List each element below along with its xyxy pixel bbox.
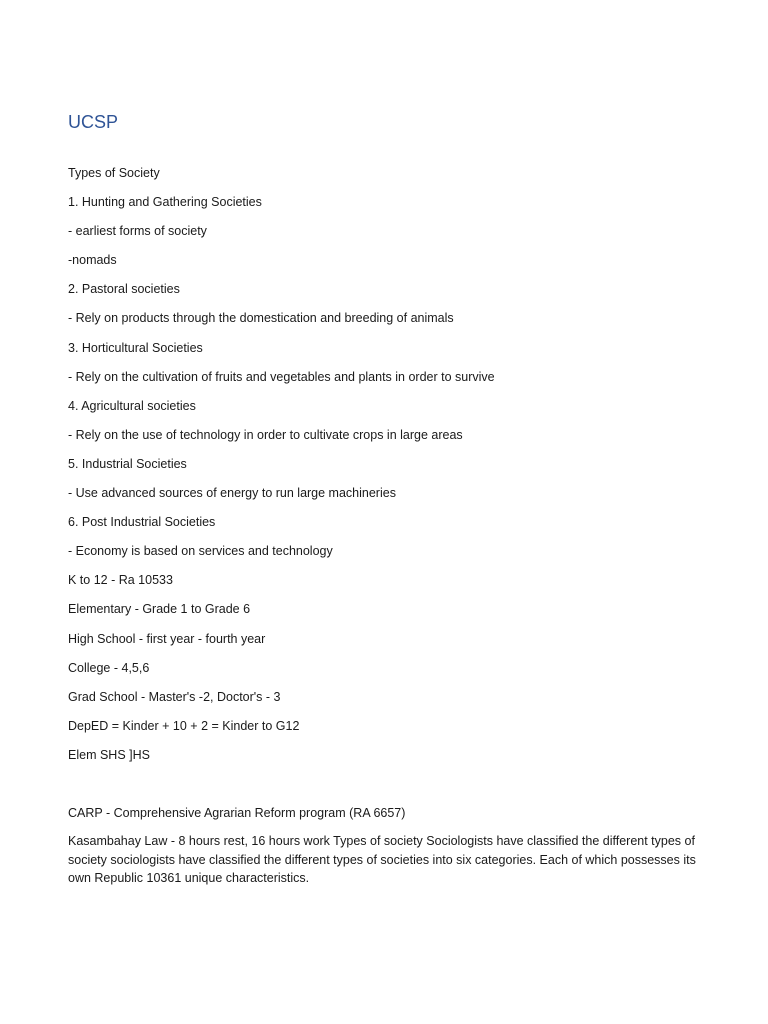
paragraph: - Rely on the use of technology in order to cultivate crops in large areas: [68, 427, 463, 442]
document-title: UCSP: [68, 112, 119, 132]
paragraph: 1. Hunting and Gathering Societies: [68, 195, 262, 210]
paragraph: Grad School - Master's -2, Doctor's - 3: [68, 689, 281, 704]
paragraph: -nomads: [68, 253, 117, 268]
paragraph: 4. Agricultural societies: [68, 398, 196, 413]
paragraph: 5. Industrial Societies: [68, 456, 187, 471]
paragraph: - earliest forms of society: [68, 224, 207, 239]
carp-paragraph: CARP - Comprehensive Agrarian Reform program (RA 6657): [68, 805, 406, 820]
paragraph: 3. Horticultural Societies: [68, 340, 203, 355]
paragraph: - Rely on the cultivation of fruits and vegetables and plants in order to survive: [68, 369, 495, 384]
paragraph: 2. Pastoral societies: [68, 282, 180, 297]
paragraph: Elem SHS ]HS: [68, 747, 150, 762]
paragraph: High School - first year - fourth year: [68, 631, 266, 646]
paragraph: 6. Post Industrial Societies: [68, 515, 216, 530]
document-body: [68, 163, 708, 888]
paragraph: Elementary - Grade 1 to Grade 6: [68, 602, 251, 617]
paragraph: K to 12 - Ra 10533: [68, 573, 173, 588]
paragraph: Types of Society: [68, 166, 160, 180]
paragraph: DepED = Kinder + 10 + 2 = Kinder to G12: [68, 718, 300, 733]
paragraph: - Economy is based on services and technology: [68, 544, 333, 559]
empty-paragraph: [68, 774, 708, 803]
paragraph: - Use advanced sources of energy to run large machineries: [68, 486, 396, 501]
paragraph: College - 4,5,6: [68, 660, 150, 675]
paragraph: - Rely on products through the domestication and breeding of animals: [68, 311, 454, 326]
closing-paragraph: Kasambahay Law - 8 hours rest, 16 hours work Types of society Sociologists have classified the different types of society sociologists have classified the different types of societies into six categories. Each of which possesses its own Republic 10361 unique characteristics.: [68, 834, 696, 886]
